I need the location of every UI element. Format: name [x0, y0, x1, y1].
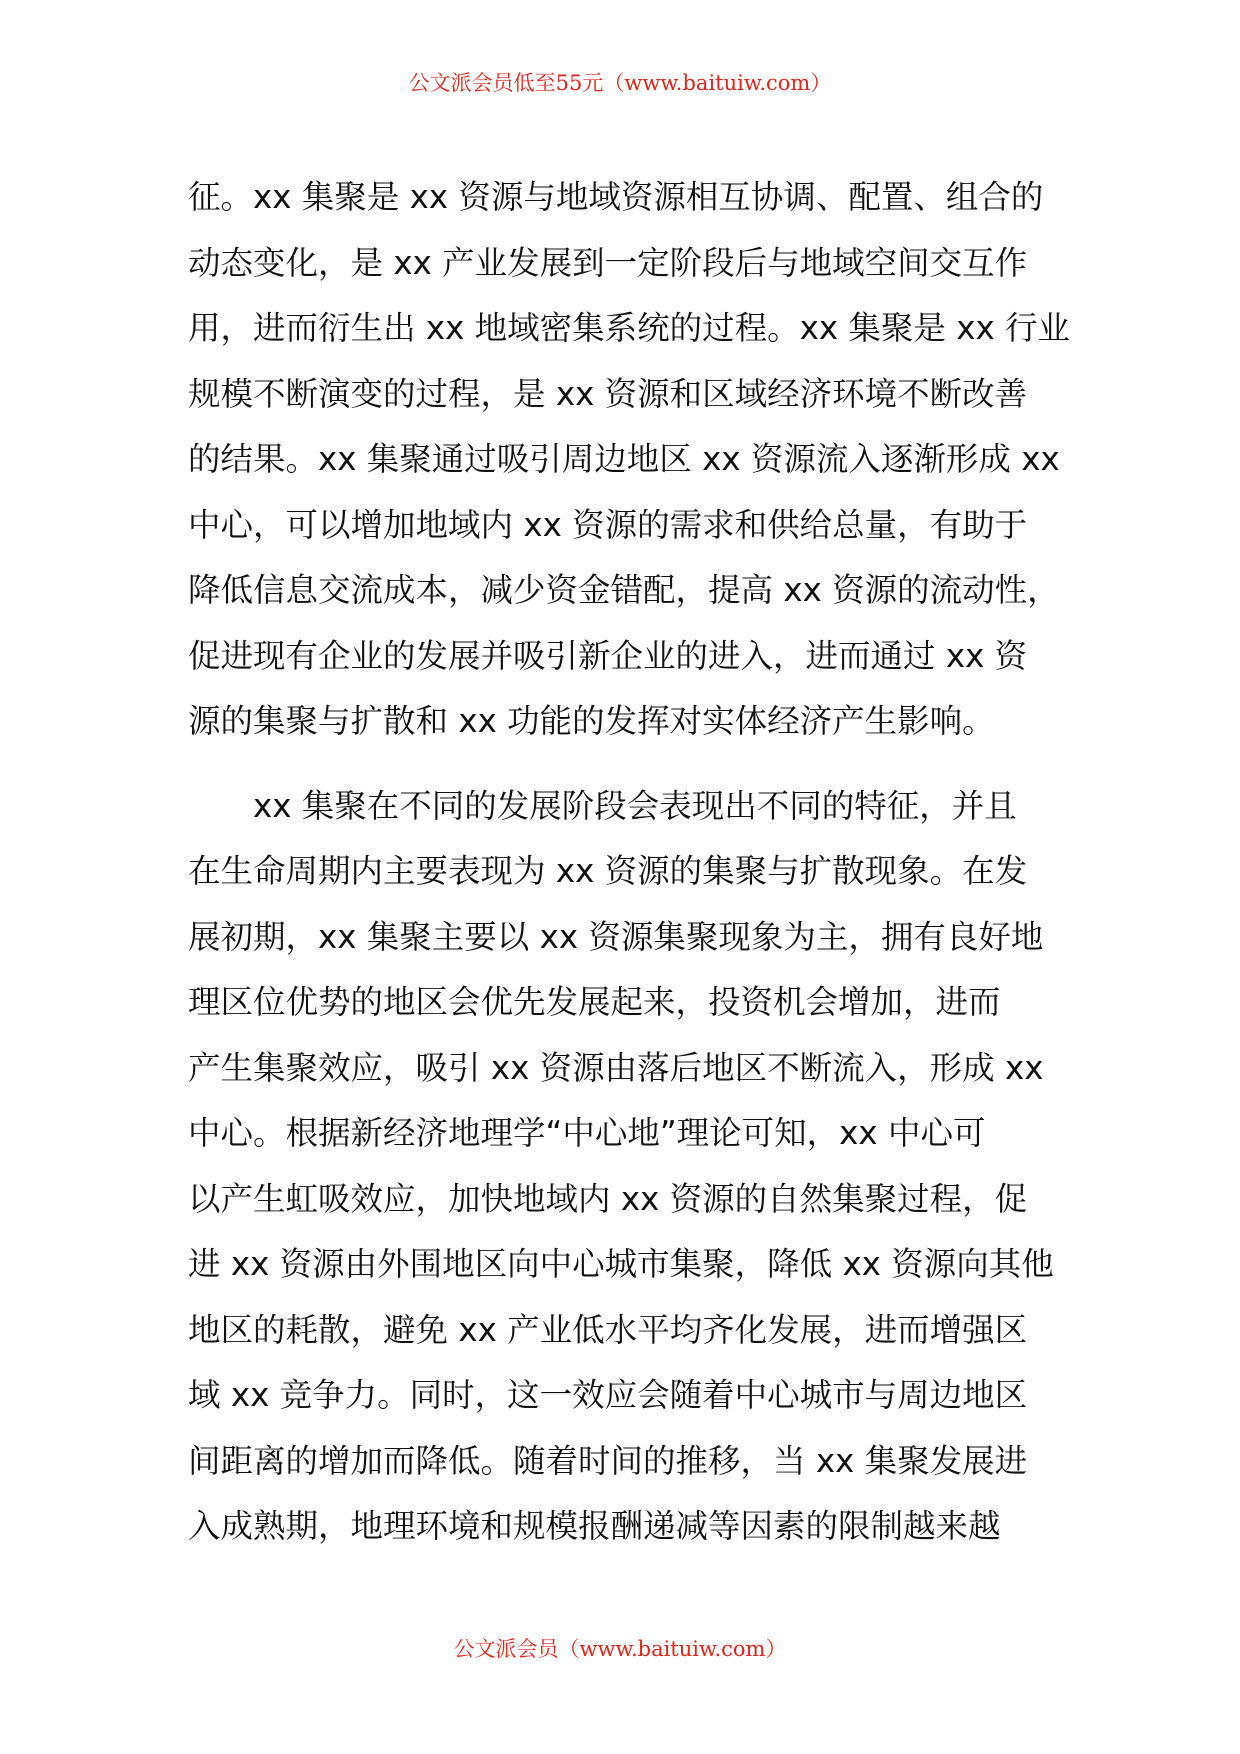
text-line: 征。xx 集聚是 xx 资源与地域资源相互协调、配置、组合的 [188, 178, 1044, 216]
text-line: 地区的耗散，避免 xx 产业低水平均齐化发展，进而增强区 [188, 1310, 1028, 1349]
text-line: 中心，可以增加地域内 xx 资源的需求和供给总量，有助于 [188, 505, 1028, 544]
text-line: 间距离的增加而降低。随着时间的推移，当 xx 集聚发展进 [188, 1441, 1028, 1480]
text-line: xx 集聚在不同的发展阶段会表现出不同的特征，并且 [188, 786, 1017, 825]
text-line: 的结果。xx 集聚通过吸引周边地区 xx 资源流入逐渐形成 xx [188, 440, 1060, 478]
paragraph-1 [188, 165, 1071, 755]
text-line: 进 xx 资源由外围地区向中心城市集聚，降低 xx 资源向其他 [188, 1245, 1054, 1283]
text-line: 以产生虹吸效应，加快地域内 xx 资源的自然集聚过程，促 [188, 1179, 1028, 1218]
paragraph-spacer [188, 755, 1063, 774]
text-line: 源的集聚与扩散和 xx 功能的发挥对实体经济产生影响。 [188, 702, 995, 740]
text-line: 产生集聚效应，吸引 xx 资源由落后地区不断流入，形成 xx [188, 1048, 1044, 1087]
text-line: 动态变化，是 xx 产业发展到一定阶段后与地域空间交互作 [188, 243, 1028, 282]
header-watermark[interactable]: 公文派会员低至55元（www.baituiw.com） [408, 71, 832, 95]
text-line: 用，进而衍生出 xx 地域密集系统的过程。xx 集聚是 xx 行业 [188, 309, 1071, 347]
text-line: 规模不断演变的过程，是 xx 资源和区域经济环境不断改善 [188, 374, 1028, 413]
footer-watermark[interactable]: 公文派会员（www.baituiw.com） [453, 1637, 787, 1661]
text-line: 域 xx 竞争力。同时，这一效应会随着中心城市与周边地区 [188, 1376, 1028, 1414]
document-body [188, 165, 1071, 1560]
text-line: 理区位优势的地区会优先发展起来，投资机会增加，进而 [188, 983, 1001, 1021]
text-line: 入成熟期，地理环境和规模报酬递减等因素的限制越来越 [188, 1507, 1001, 1545]
text-line: 在生命周期内主要表现为 xx 资源的集聚与扩散现象。在发 [188, 852, 1028, 890]
text-line: 降低信息交流成本，减少资金错配，提高 xx 资源的流动性， [188, 571, 1060, 609]
text-line: 促进现有企业的发展并吸引新企业的进入，进而通过 xx 资 [188, 636, 1028, 675]
text-line: 中心。根据新经济地理学“中心地”理论可知，xx 中心可 [188, 1114, 986, 1152]
text-line: 展初期，xx 集聚主要以 xx 资源集聚现象为主，拥有良好地 [188, 917, 1044, 956]
paragraph-2 [188, 774, 1063, 1560]
